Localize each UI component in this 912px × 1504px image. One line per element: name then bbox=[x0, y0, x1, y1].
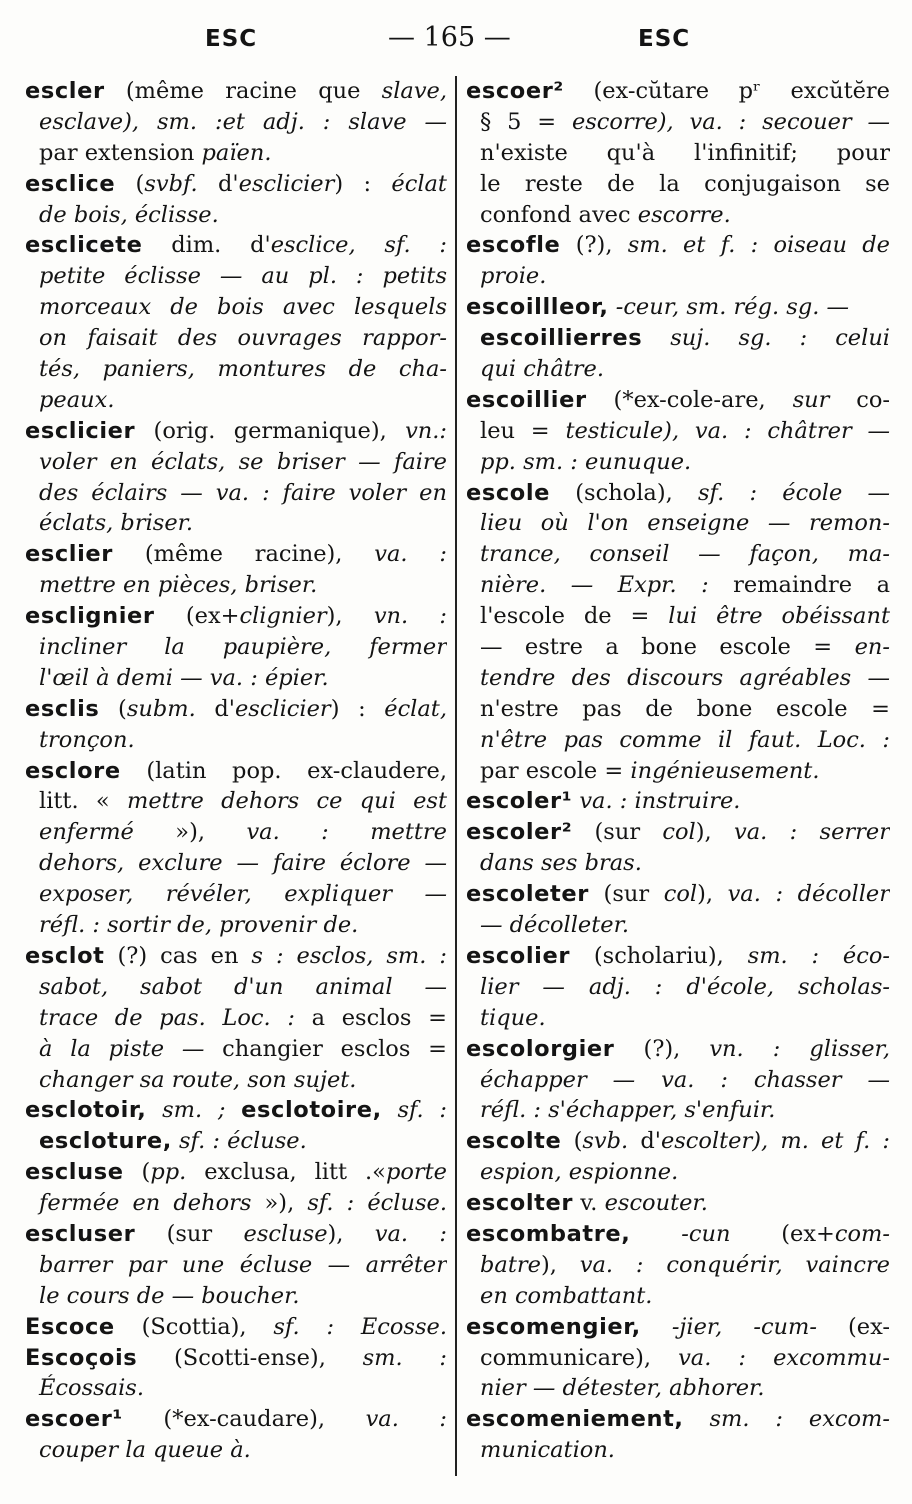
entry-line bbox=[25, 1034, 447, 1065]
entry-line bbox=[466, 694, 890, 725]
italic-text: nière. — Expr. : bbox=[480, 572, 709, 599]
entry-line bbox=[25, 1250, 447, 1281]
entry-line bbox=[25, 354, 447, 385]
italic-text: vn.: bbox=[405, 417, 447, 444]
italic-text: lier — adj. : d'école, scholas- bbox=[480, 973, 890, 1000]
text-segment: (scholariu), bbox=[570, 942, 748, 969]
italic-text: sf. : bbox=[397, 1097, 447, 1124]
italic-text: clignier bbox=[239, 603, 327, 630]
text-segment: communicare), bbox=[480, 1344, 679, 1371]
text-segment: co- bbox=[829, 386, 890, 413]
text-segment: par escole = bbox=[480, 757, 631, 784]
entry-line bbox=[25, 385, 447, 416]
text-segment bbox=[225, 1097, 241, 1123]
entry-line bbox=[466, 1188, 890, 1219]
entry-line bbox=[25, 1003, 447, 1034]
entry-line bbox=[25, 941, 447, 972]
text-segment: — estre a bone escole = bbox=[480, 634, 855, 661]
text-segment: (*ex-cole-are, bbox=[586, 386, 793, 413]
italic-text: éclats, briser. bbox=[39, 510, 194, 537]
italic-text: sf. : Ecosse. bbox=[273, 1313, 447, 1340]
entry-line bbox=[25, 972, 447, 1003]
italic-text: on faisait des ouvrages rappor- bbox=[39, 325, 447, 352]
headword: escler bbox=[25, 78, 105, 104]
text-segment: (ex-cŭtare pʳ excŭtĕre bbox=[563, 78, 890, 104]
entry-line bbox=[466, 601, 890, 632]
headword: esclier bbox=[25, 541, 113, 568]
headword: esclignier bbox=[25, 603, 155, 630]
italic-text: esclave), sm. :et adj. : slave — bbox=[39, 108, 447, 135]
italic-text: slave, bbox=[381, 78, 447, 104]
text-segment: n'estre pas de bone escole = bbox=[480, 695, 890, 722]
headword: Escoce bbox=[25, 1313, 115, 1340]
text-segment: ), bbox=[697, 881, 728, 908]
entry-line bbox=[25, 261, 447, 292]
entry-line bbox=[25, 1435, 447, 1466]
italic-text: qui châtre. bbox=[480, 356, 605, 383]
italic-text: esclicier bbox=[234, 695, 331, 722]
italic-text: va. : bbox=[374, 1220, 447, 1247]
italic-text: col bbox=[662, 819, 696, 846]
entry-line bbox=[466, 1095, 890, 1126]
entry-line bbox=[466, 910, 890, 941]
entry-line bbox=[466, 169, 890, 200]
italic-text: tronçon. bbox=[39, 726, 135, 753]
entry-line bbox=[466, 879, 890, 910]
italic-text: sabot, sabot d'un animal — bbox=[39, 973, 447, 1000]
text-segment: ( bbox=[561, 1128, 583, 1155]
italic-text: sm. : excom- bbox=[709, 1406, 890, 1433]
entry-line bbox=[25, 1312, 447, 1343]
italic-text: trance, conseil — façon, ma- bbox=[480, 541, 890, 568]
italic-text: ingénieusement. bbox=[630, 757, 820, 784]
text-segment: ( bbox=[115, 170, 145, 197]
italic-text: en- bbox=[854, 634, 890, 661]
text-segment: (latin pop. ex-claudere, bbox=[120, 757, 447, 784]
text-segment: (Scotti-ense), bbox=[137, 1344, 363, 1371]
entry-line bbox=[25, 138, 447, 169]
text-segment bbox=[172, 1128, 179, 1154]
entry-line bbox=[25, 1373, 447, 1404]
italic-text: en combattant. bbox=[480, 1282, 653, 1309]
entry-line bbox=[466, 1281, 890, 1312]
text-segment: leu = bbox=[480, 417, 566, 444]
italic-text: s : esclos, sm. : bbox=[251, 942, 447, 969]
headword: escolter bbox=[466, 1190, 574, 1217]
italic-text: païen. bbox=[201, 139, 272, 166]
entry-line bbox=[25, 694, 447, 725]
italic-text: testicule), va. : châtrer — bbox=[565, 417, 890, 444]
text-segment bbox=[146, 1097, 162, 1123]
entry-line bbox=[25, 1219, 447, 1250]
text-segment bbox=[642, 325, 670, 351]
text-segment: (même racine), bbox=[112, 541, 375, 568]
entry-line bbox=[25, 539, 447, 570]
italic-text: peaux. bbox=[39, 386, 115, 413]
italic-text: dehors, exclure — faire éclore — bbox=[39, 850, 447, 877]
text-segment: le reste de la conjugaison se bbox=[480, 170, 890, 197]
headword: escomengier, bbox=[466, 1313, 641, 1340]
italic-text: com- bbox=[834, 1220, 890, 1247]
text-segment: ), bbox=[327, 1220, 375, 1247]
entry-line bbox=[466, 1157, 890, 1188]
italic-text: sf. : écluse. bbox=[307, 1190, 447, 1217]
text-segment bbox=[609, 294, 616, 320]
entry-line bbox=[25, 632, 447, 663]
text-segment: litt. « bbox=[39, 788, 127, 815]
entry-line bbox=[466, 292, 890, 323]
headword: escluser bbox=[25, 1220, 136, 1247]
headword: escolorgier bbox=[466, 1035, 615, 1062]
entry-line bbox=[466, 1404, 890, 1435]
italic-text: escorre. bbox=[637, 201, 731, 228]
italic-text: va. : bbox=[374, 541, 447, 568]
italic-text: -ceur, sm. rég. sg. — bbox=[615, 294, 850, 321]
running-head-right: ESC bbox=[638, 26, 691, 52]
entry-line bbox=[25, 230, 447, 261]
entry-line bbox=[466, 1435, 890, 1466]
italic-text: svb. bbox=[582, 1128, 629, 1155]
text-segment: (Scottia), bbox=[114, 1313, 274, 1340]
left-column bbox=[25, 76, 447, 1466]
entry-line bbox=[466, 972, 890, 1003]
italic-text: sf. : écluse. bbox=[179, 1128, 307, 1155]
italic-text: barrer par une écluse — arrêter bbox=[39, 1251, 447, 1278]
italic-text: pp. sm. : eunuque. bbox=[480, 448, 692, 475]
headword: escoillierres bbox=[480, 325, 643, 352]
italic-text: escluse bbox=[243, 1220, 328, 1247]
italic-text: va. : instruire. bbox=[579, 788, 741, 815]
text-segment bbox=[641, 1314, 672, 1340]
entry-line bbox=[25, 817, 447, 848]
italic-text: exposer, révéler, expliquer — bbox=[39, 881, 447, 908]
italic-text: espion, espionne. bbox=[480, 1159, 679, 1186]
entry-line bbox=[466, 1312, 890, 1343]
italic-text: petite éclisse — au pl. : petits bbox=[39, 263, 447, 290]
text-segment: changier esclos = bbox=[204, 1035, 447, 1062]
italic-text: -cun bbox=[681, 1220, 731, 1247]
text-segment: d' bbox=[197, 170, 239, 197]
text-segment: dim. d' bbox=[142, 232, 271, 259]
text-segment: ( bbox=[123, 1159, 151, 1186]
italic-text: sm. et f. : oiseau de bbox=[627, 232, 890, 259]
italic-text: mettre en pièces, briser. bbox=[39, 572, 318, 599]
headword: esclotoire, bbox=[241, 1097, 382, 1124]
headword: escole bbox=[466, 479, 551, 506]
headword: escoler² bbox=[466, 819, 573, 846]
entry-line bbox=[466, 138, 890, 169]
headword: escoillier bbox=[466, 386, 587, 413]
italic-text: escolter), m. et f. : bbox=[660, 1128, 890, 1155]
italic-text: escouter. bbox=[604, 1190, 708, 1217]
italic-text: réfl. : s'échapper, s'enfuir. bbox=[480, 1097, 776, 1124]
text-segment: v. bbox=[573, 1190, 605, 1217]
entry-line bbox=[466, 1343, 890, 1374]
entry-line bbox=[25, 508, 447, 539]
entry-line bbox=[466, 632, 890, 663]
entry-line bbox=[466, 76, 890, 107]
italic-text: porte bbox=[385, 1159, 447, 1186]
italic-text: échapper — va. : chasser — bbox=[480, 1066, 890, 1093]
entry-line bbox=[466, 416, 890, 447]
entry-line bbox=[466, 817, 890, 848]
italic-text: pp. bbox=[150, 1159, 187, 1186]
italic-text: escorre), va. : secouer — bbox=[571, 108, 890, 135]
entry-line bbox=[466, 1126, 890, 1157]
entry-line bbox=[25, 601, 447, 632]
entry-line bbox=[466, 107, 890, 138]
headword: escloture, bbox=[39, 1128, 172, 1155]
entry-line bbox=[25, 725, 447, 756]
italic-text: batre bbox=[480, 1251, 541, 1278]
running-head-left: ESC bbox=[205, 26, 258, 52]
column-divider bbox=[455, 76, 457, 1476]
text-segment: (?) cas en bbox=[104, 942, 252, 969]
text-segment: (orig. germanique), bbox=[135, 417, 406, 444]
italic-text: tés, paniers, montures de cha- bbox=[39, 356, 447, 383]
entry-line bbox=[466, 756, 890, 787]
entry-line bbox=[466, 261, 890, 292]
italic-text: sm. ; bbox=[162, 1097, 226, 1124]
text-segment: (sur bbox=[588, 881, 664, 908]
italic-text: lui être obéissant bbox=[668, 603, 890, 630]
entry-line bbox=[466, 1034, 890, 1065]
entry-line bbox=[466, 941, 890, 972]
text-segment: ) : bbox=[330, 695, 385, 722]
entry-line bbox=[466, 508, 890, 539]
headword: escoillleor, bbox=[466, 294, 609, 321]
italic-text: changer sa route, son sujet. bbox=[39, 1066, 357, 1093]
headword: esclore bbox=[25, 757, 121, 784]
text-segment: l'escole de = bbox=[480, 603, 669, 630]
page-number: — 165 — bbox=[388, 22, 511, 53]
entry-line bbox=[466, 354, 890, 385]
entry-line bbox=[25, 786, 447, 817]
entry-line bbox=[466, 786, 890, 817]
italic-text: suj. sg. : celui bbox=[670, 325, 890, 352]
italic-text: munication. bbox=[480, 1437, 615, 1464]
text-segment bbox=[630, 1221, 681, 1247]
entry-line bbox=[25, 570, 447, 601]
italic-text: -jier, -cum- bbox=[671, 1313, 817, 1340]
italic-text: — décolleter. bbox=[480, 912, 630, 939]
text-segment: (sur bbox=[572, 819, 663, 846]
italic-text: incliner la paupière, fermer bbox=[39, 634, 447, 661]
italic-text: svbf. bbox=[144, 170, 198, 197]
entry-line bbox=[25, 478, 447, 509]
headword: escolte bbox=[466, 1128, 562, 1155]
text-segment: ), bbox=[540, 1251, 580, 1278]
entry-line bbox=[25, 910, 447, 941]
entry-line bbox=[25, 76, 447, 107]
italic-text: morceaux de bois avec lesquels bbox=[39, 294, 447, 321]
text-segment: (ex- bbox=[816, 1313, 890, 1340]
text-segment: n'existe qu'à l'infinitif; pour bbox=[480, 139, 890, 166]
italic-text: de bois, éclisse. bbox=[39, 201, 219, 228]
entry-line bbox=[466, 539, 890, 570]
text-segment: (?), bbox=[614, 1035, 710, 1062]
text-segment: (ex+ bbox=[730, 1220, 835, 1247]
entry-line bbox=[466, 570, 890, 601]
entry-line bbox=[25, 1281, 447, 1312]
italic-text: couper la queue à. bbox=[39, 1437, 251, 1464]
headword: esclice bbox=[25, 170, 116, 197]
headword: escolier bbox=[466, 942, 571, 969]
text-segment: a esclos = bbox=[294, 1004, 447, 1031]
headword: esclicete bbox=[25, 232, 143, 259]
italic-text: va. : conquérir, vaincre bbox=[579, 1251, 890, 1278]
headword: escofle bbox=[466, 232, 561, 259]
italic-text: le cours de — boucher. bbox=[39, 1282, 300, 1309]
text-segment bbox=[382, 1097, 398, 1123]
italic-text: lieu où l'on enseigne — remon- bbox=[480, 510, 890, 537]
italic-text: nier — détester, abhorer. bbox=[480, 1375, 765, 1402]
entry-line bbox=[466, 323, 890, 354]
headword: escoleter bbox=[466, 881, 589, 908]
italic-text: à la piste — bbox=[39, 1035, 205, 1062]
entry-line bbox=[25, 1065, 447, 1096]
text-segment: (*ex-caudare), bbox=[122, 1406, 366, 1433]
italic-text: Écossais. bbox=[39, 1375, 144, 1402]
entry-line bbox=[466, 663, 890, 694]
entry-line bbox=[25, 848, 447, 879]
text-segment: (ex+ bbox=[154, 603, 240, 630]
page-header bbox=[0, 22, 912, 62]
entry-line bbox=[466, 1065, 890, 1096]
entry-line bbox=[25, 1343, 447, 1374]
entry-line bbox=[466, 848, 890, 879]
entry-line bbox=[25, 169, 447, 200]
italic-text: va. : décoller bbox=[727, 881, 890, 908]
italic-text: vn. : glisser, bbox=[709, 1035, 890, 1062]
entry-line bbox=[25, 323, 447, 354]
text-segment: d' bbox=[628, 1128, 661, 1155]
entry-line bbox=[25, 879, 447, 910]
italic-text: esclicier bbox=[238, 170, 335, 197]
text-segment: ( bbox=[99, 695, 127, 722]
italic-text: des éclairs — va. : faire voler en bbox=[39, 479, 447, 506]
headword: escombatre, bbox=[466, 1220, 631, 1247]
headword: escoler¹ bbox=[466, 788, 573, 815]
italic-text: trace de pas. Loc. : bbox=[39, 1004, 295, 1031]
headword: esclis bbox=[25, 695, 100, 722]
text-segment: ), bbox=[695, 819, 735, 846]
italic-text: sur bbox=[792, 386, 830, 413]
italic-text: tique. bbox=[480, 1004, 546, 1031]
entry-line bbox=[466, 1373, 890, 1404]
italic-text: proie. bbox=[480, 263, 547, 290]
headword: esclot bbox=[25, 942, 105, 969]
entry-line bbox=[25, 1095, 447, 1126]
italic-text: l'œil à demi — va. : épier. bbox=[39, 664, 329, 691]
text-segment: »), bbox=[251, 1190, 308, 1217]
entry-line bbox=[25, 1157, 447, 1188]
entry-line bbox=[466, 200, 890, 231]
entry-line bbox=[466, 385, 890, 416]
entry-line bbox=[25, 200, 447, 231]
italic-text: réfl. : sortir de, provenir de. bbox=[39, 912, 359, 939]
entry-line bbox=[466, 230, 890, 261]
entry-line bbox=[25, 1188, 447, 1219]
text-segment: ) : bbox=[334, 170, 392, 197]
italic-text: va. : excommu- bbox=[678, 1344, 890, 1371]
italic-text: va. : bbox=[365, 1406, 447, 1433]
italic-text: n'être pas comme il faut. Loc. : bbox=[480, 726, 890, 753]
entry-line bbox=[466, 1003, 890, 1034]
entry-line bbox=[25, 1404, 447, 1435]
italic-text: sm. : éco- bbox=[747, 942, 890, 969]
text-segment: (schola), bbox=[550, 479, 699, 506]
headword: escomeniement, bbox=[466, 1406, 684, 1433]
entry-line bbox=[466, 478, 890, 509]
headword: esclicier bbox=[25, 417, 136, 444]
right-column bbox=[466, 76, 890, 1466]
headword: escoer¹ bbox=[25, 1406, 123, 1433]
entry-line bbox=[25, 447, 447, 478]
italic-text: sm. : bbox=[362, 1344, 447, 1371]
italic-text: va. : mettre bbox=[246, 819, 447, 846]
headword: escluse bbox=[25, 1159, 124, 1186]
italic-text: enfermé bbox=[39, 819, 134, 846]
text-segment: confond avec bbox=[480, 201, 638, 228]
text-segment: (même racine que bbox=[104, 78, 382, 104]
entry-line bbox=[466, 1250, 890, 1281]
text-segment: »), bbox=[133, 819, 247, 846]
text-segment: d' bbox=[195, 695, 235, 722]
entry-line bbox=[25, 663, 447, 694]
italic-text: éclat, bbox=[384, 695, 447, 722]
entry-line bbox=[25, 292, 447, 323]
text-segment: (sur bbox=[135, 1220, 244, 1247]
headword: esclotoir, bbox=[25, 1097, 147, 1124]
italic-text: voler en éclats, se briser — faire bbox=[39, 448, 447, 475]
italic-text: va. : serrer bbox=[734, 819, 890, 846]
entry-line bbox=[25, 1126, 447, 1157]
italic-text: fermée en dehors bbox=[39, 1190, 252, 1217]
italic-text: dans ses bras. bbox=[480, 850, 642, 877]
text-segment: remaindre a bbox=[708, 572, 890, 599]
italic-text: éclat bbox=[391, 170, 447, 197]
text-segment bbox=[684, 1406, 710, 1432]
entry-line bbox=[25, 756, 447, 787]
text-segment: exclusa, litt .« bbox=[186, 1159, 386, 1186]
italic-text: mettre dehors ce qui est bbox=[127, 788, 447, 815]
italic-text: subm. bbox=[126, 695, 196, 722]
italic-text: vn. : bbox=[373, 603, 447, 630]
text-segment: ), bbox=[326, 603, 374, 630]
entry-line bbox=[466, 1219, 890, 1250]
headword: escoer² bbox=[466, 78, 564, 104]
text-segment: § 5 = bbox=[480, 108, 572, 135]
entry-line bbox=[25, 416, 447, 447]
italic-text: esclice, sf. : bbox=[270, 232, 447, 259]
headword: Escoçois bbox=[25, 1344, 138, 1371]
italic-text: sf. : école — bbox=[698, 479, 890, 506]
text-segment: par extension bbox=[39, 139, 202, 166]
entry-line bbox=[25, 107, 447, 138]
entry-line bbox=[466, 447, 890, 478]
italic-text: col bbox=[663, 881, 698, 908]
text-segment: (?), bbox=[560, 232, 628, 259]
italic-text: tendre des discours agréables — bbox=[480, 664, 890, 691]
entry-line bbox=[466, 725, 890, 756]
